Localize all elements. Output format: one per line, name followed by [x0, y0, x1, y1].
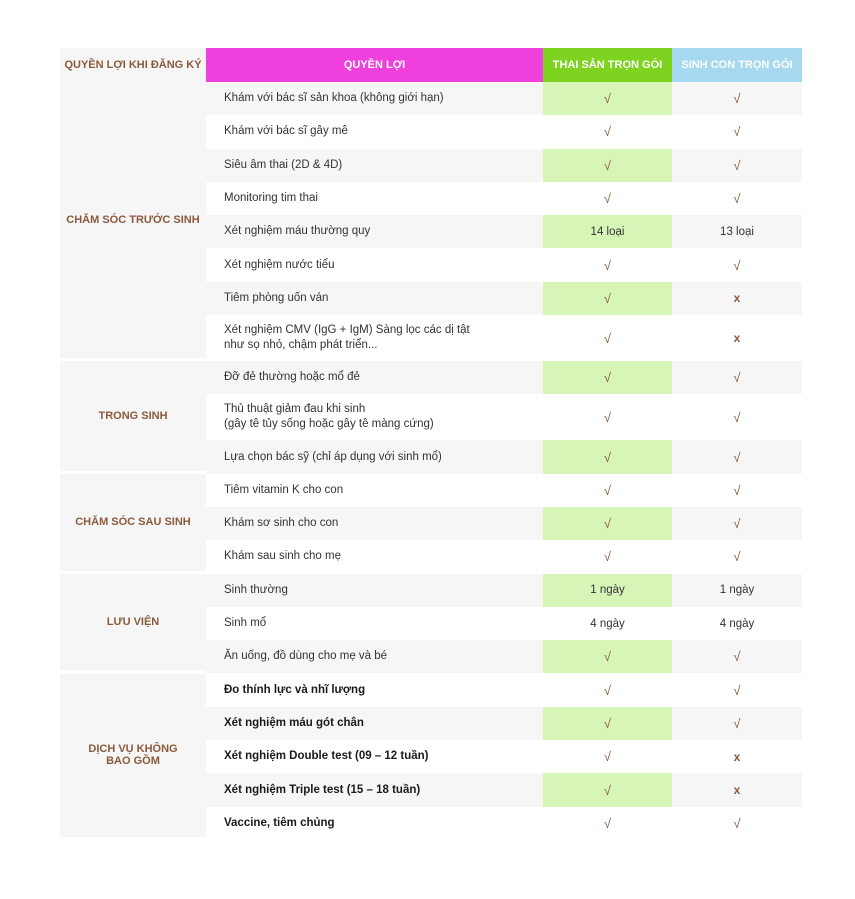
group-label: CHĂM SÓC TRƯỚC SINH: [60, 82, 206, 361]
table-row: [206, 707, 802, 740]
plan-a-cell: [543, 215, 672, 248]
benefit-label: Khám sau sinh cho mẹ: [224, 550, 341, 563]
check-icon: √: [733, 516, 741, 532]
check-icon: √: [603, 815, 612, 831]
table-row: [206, 440, 802, 473]
plan-b-cell: [672, 674, 802, 707]
plan-a-cell: [543, 507, 672, 540]
benefit-label: Tiêm phòng uốn ván: [224, 291, 329, 304]
header-plan-b: SINH CON TRỌN GÓI: [672, 48, 802, 82]
check-icon: √: [603, 290, 612, 306]
plan-b-cell: [672, 607, 802, 640]
group-label: DỊCH VỤ KHÔNG BAO GỒM: [60, 674, 206, 841]
cross-icon: x: [733, 291, 741, 306]
plan-a-cell: [543, 282, 672, 315]
plan-a-cell: [543, 361, 672, 394]
group-label: TRONG SINH: [60, 361, 206, 474]
check-icon: √: [603, 715, 612, 731]
check-icon: √: [733, 91, 741, 107]
check-icon: √: [603, 782, 612, 798]
check-icon: √: [603, 191, 612, 207]
benefit-label: Đo thính lực và nhĩ lượng: [224, 683, 366, 696]
plan-a-cell: [543, 707, 672, 740]
benefit-label: Ăn uống, đồ dùng cho mẹ và bé: [224, 650, 388, 663]
table-row: [206, 115, 802, 148]
table-row: [206, 282, 802, 315]
value-text: 4 ngày: [590, 617, 625, 630]
plan-b-cell: [672, 807, 802, 840]
plan-a-cell: [543, 440, 672, 473]
table-row: [206, 540, 802, 573]
benefit-label: Thủ thuật giảm đau khi sinh (gây tê tủy sống hoặc gây tê màng cứng): [224, 403, 434, 431]
plan-b-cell: [672, 182, 802, 215]
plan-a-cell: [543, 182, 672, 215]
check-icon: √: [603, 370, 612, 386]
table-row: [206, 82, 802, 115]
check-icon: √: [733, 815, 741, 831]
plan-b-cell: [672, 282, 802, 315]
check-icon: √: [733, 370, 741, 386]
header-category: QUYỀN LỢI KHI ĐĂNG KÝ: [60, 48, 206, 82]
plan-b-cell: [672, 315, 802, 361]
plan-a-cell: [543, 474, 672, 507]
value-text: 1 ngày: [590, 584, 625, 597]
group-label: LƯU VIỆN: [60, 574, 206, 674]
table-row: [206, 740, 802, 773]
check-icon: √: [603, 157, 612, 173]
benefit-label: Monitoring tim thai: [224, 192, 318, 205]
table-row: [206, 249, 802, 282]
plan-a-cell: [543, 574, 672, 607]
table-row: [206, 574, 802, 607]
plan-b-cell: [672, 115, 802, 148]
table-row: [206, 182, 802, 215]
benefit-label: Khám sơ sinh cho con: [224, 517, 339, 530]
benefit-label: Lựa chọn bác sỹ (chỉ áp dụng với sinh mổ): [224, 450, 442, 463]
benefit-label: Tiêm vitamin K cho con: [224, 483, 344, 496]
check-icon: √: [603, 257, 612, 273]
plan-b-cell: [672, 82, 802, 115]
check-icon: √: [733, 124, 741, 140]
plan-b-cell: [672, 440, 802, 473]
cross-icon: x: [733, 749, 741, 764]
benefit-label: Xét nghiệm Triple test (15 – 18 tuần): [224, 783, 421, 796]
check-icon: √: [733, 549, 741, 565]
plan-a-cell: [543, 394, 672, 440]
plan-a-cell: [543, 607, 672, 640]
plan-a-cell: [543, 82, 672, 115]
benefit-label: Sinh mổ: [224, 617, 267, 630]
plan-b-cell: [672, 474, 802, 507]
check-icon: √: [603, 549, 612, 565]
check-icon: √: [733, 257, 741, 273]
check-icon: √: [733, 682, 741, 698]
table-row: [206, 507, 802, 540]
check-icon: √: [603, 449, 612, 465]
benefit-label: Xét nghiệm Double test (09 – 12 tuần): [224, 750, 429, 763]
plan-b-cell: [672, 361, 802, 394]
check-icon: √: [603, 330, 612, 346]
plan-b-cell: [672, 394, 802, 440]
check-icon: √: [603, 91, 612, 107]
value-text: 14 loại: [590, 225, 625, 238]
plan-b-cell: [672, 640, 802, 673]
plan-a-cell: [543, 315, 672, 361]
header-benefit: QUYỀN LỢI: [206, 48, 543, 82]
benefit-label: Vaccine, tiêm chủng: [224, 816, 335, 829]
benefit-label: Khám với bác sĩ sản khoa (không giới hạn): [224, 92, 444, 105]
check-icon: √: [733, 157, 741, 173]
plan-b-cell: [672, 707, 802, 740]
plan-b-cell: [672, 773, 802, 806]
check-icon: √: [603, 682, 612, 698]
table-row: [206, 149, 802, 182]
plan-a-cell: [543, 249, 672, 282]
table-row: [206, 807, 802, 840]
benefit-label: Đỡ đẻ thường hoặc mổ đẻ: [224, 371, 360, 384]
plan-b-cell: [672, 249, 802, 282]
value-text: 4 ngày: [719, 617, 755, 630]
group-label: CHĂM SÓC SAU SINH: [60, 474, 206, 574]
plan-a-cell: [543, 540, 672, 573]
plan-b-cell: [672, 149, 802, 182]
check-icon: √: [733, 715, 741, 731]
check-icon: √: [733, 449, 741, 465]
check-icon: √: [733, 409, 741, 425]
header-plan-a: THAI SẢN TRỌN GÓI: [543, 48, 672, 82]
table-row: [206, 215, 802, 248]
plan-a-cell: [543, 149, 672, 182]
plan-b-cell: [672, 740, 802, 773]
check-icon: √: [603, 409, 612, 425]
cross-icon: x: [733, 783, 741, 798]
table-row: [206, 361, 802, 394]
plan-a-cell: [543, 807, 672, 840]
plan-b-cell: [672, 215, 802, 248]
benefit-label: Xét nghiệm CMV (IgG + IgM) Sàng lọc các dị tật như sọ nhỏ, chậm phát triển...: [224, 324, 470, 352]
plan-b-cell: [672, 507, 802, 540]
benefit-label: Xét nghiệm nước tiểu: [224, 258, 335, 271]
plan-a-cell: [543, 674, 672, 707]
benefit-label: Siêu âm thai (2D & 4D): [224, 158, 343, 171]
check-icon: √: [733, 191, 741, 207]
table-row: [206, 773, 802, 806]
table-row: [206, 474, 802, 507]
check-icon: √: [603, 649, 612, 665]
check-icon: √: [733, 482, 741, 498]
cross-icon: x: [733, 331, 741, 346]
table-row: [206, 607, 802, 640]
check-icon: √: [603, 516, 612, 532]
plan-a-cell: [543, 640, 672, 673]
benefit-label: Sinh thường: [224, 583, 288, 596]
plan-a-cell: [543, 740, 672, 773]
plan-a-cell: [543, 773, 672, 806]
plan-b-cell: [672, 574, 802, 607]
benefit-label: Xét nghiệm máu gót chân: [224, 716, 364, 729]
benefit-label: Xét nghiệm máu thường quy: [224, 225, 371, 238]
table-row: [206, 394, 802, 440]
plan-a-cell: [543, 115, 672, 148]
value-text: 13 loại: [720, 225, 754, 238]
check-icon: √: [733, 649, 741, 665]
check-icon: √: [603, 749, 612, 765]
table-row: [206, 640, 802, 673]
table-row: [206, 315, 802, 361]
check-icon: √: [603, 124, 612, 140]
value-text: 1 ngày: [719, 584, 755, 597]
plan-b-cell: [672, 540, 802, 573]
benefit-label: Khám với bác sĩ gây mê: [224, 125, 348, 138]
check-icon: √: [603, 482, 612, 498]
table-row: [206, 674, 802, 707]
